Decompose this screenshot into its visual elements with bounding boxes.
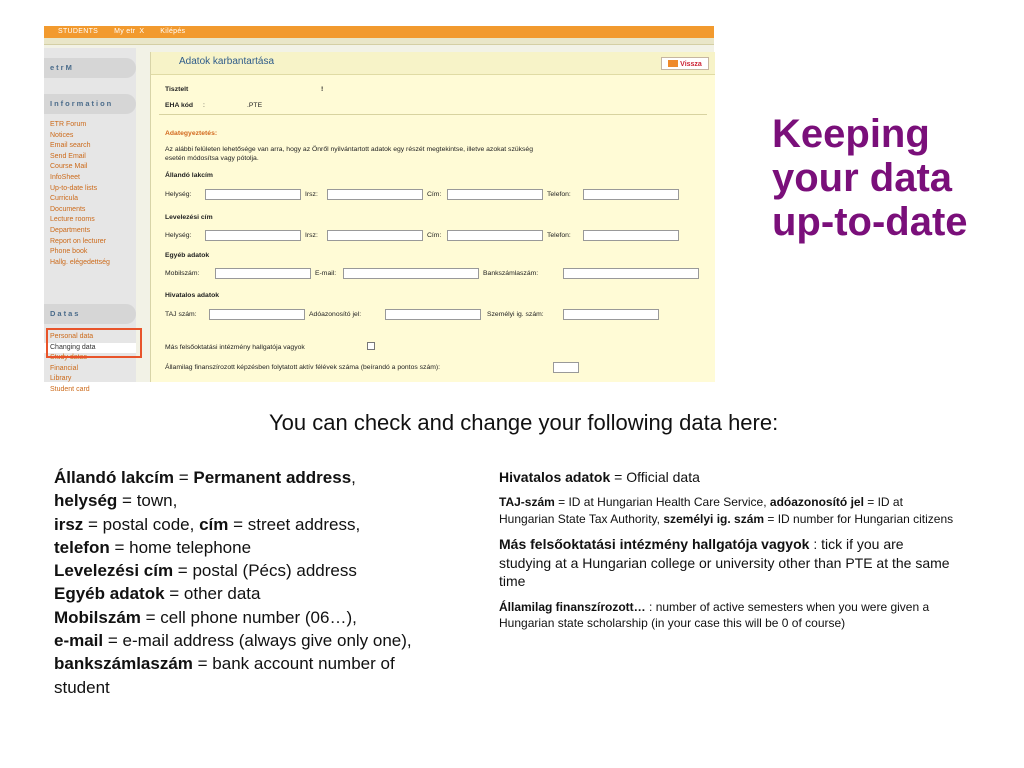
term: személyi ig. szám xyxy=(663,511,765,526)
sidebar-link[interactable]: Email search xyxy=(50,142,91,150)
close-icon[interactable]: X xyxy=(139,28,145,35)
sidebar-header-information: Information xyxy=(44,94,136,114)
term: irsz xyxy=(54,514,84,534)
meaning: = ID at Hungarian State Tax Authority, xyxy=(499,495,903,526)
sidebar-link[interactable]: Up-to-date lists xyxy=(50,184,98,192)
meaning: postal (Pécs) address xyxy=(192,561,357,581)
meaning: town, xyxy=(136,491,178,511)
glossary-line xyxy=(54,606,444,629)
meaning: Permanent address xyxy=(193,468,352,487)
id-card-label: Személyi ig. szám: xyxy=(487,311,544,318)
irsz-label: Irsz: xyxy=(305,191,318,198)
term: telefon xyxy=(54,537,110,557)
taj-input[interactable] xyxy=(209,309,305,320)
meaning: other data xyxy=(183,584,261,604)
top-menu-bar xyxy=(44,26,714,38)
other-institution-entry xyxy=(499,535,959,591)
information-links xyxy=(50,120,136,268)
meaning: = ID at Hungarian Health Care Service, xyxy=(554,495,770,509)
glossary-line xyxy=(54,513,444,536)
separator: = xyxy=(83,514,103,534)
sidebar-link[interactable]: Library xyxy=(50,375,72,383)
meaning: e-mail address (always give only one), xyxy=(122,631,412,651)
postal-street-input[interactable] xyxy=(447,230,543,241)
email-label: E-mail: xyxy=(315,270,337,277)
tax-id-label: Adóazonosító jel: xyxy=(309,311,362,318)
etr-screenshot xyxy=(44,26,714,393)
permanent-irsz-input[interactable] xyxy=(327,189,423,200)
postal-address-heading: Levelezési cím xyxy=(165,214,213,221)
sidebar-link[interactable]: Departments xyxy=(50,226,91,234)
bank-label: Bankszámlaszám: xyxy=(483,270,539,277)
meaning: street address, xyxy=(247,514,361,534)
postal-phone-input[interactable] xyxy=(583,230,679,241)
permanent-address-heading: Állandó lakcím xyxy=(165,172,213,179)
other-institution-label: Más felsőoktatási intézmény hallgatója vagyok xyxy=(165,344,305,351)
bank-account-input[interactable] xyxy=(563,268,699,279)
data-maintenance-panel xyxy=(150,52,715,382)
sidebar-link[interactable]: Course Mail xyxy=(50,163,88,171)
intro-line-1: Az alábbi felületen lehetősége van arra, hogy az Önről nyilvántartott adatok egy részét megtekintse, illetve azokat szükség xyxy=(165,146,533,153)
intro-line-2: esetén módosítsa vagy pótolja. xyxy=(165,155,259,162)
separator: = xyxy=(117,491,137,511)
meaning: cell phone number (06…), xyxy=(160,607,357,627)
glossary-line xyxy=(54,582,444,605)
town-label: Helység: xyxy=(165,232,192,239)
divider xyxy=(159,114,707,115)
glossary-line xyxy=(54,629,444,652)
meaning: home telephone xyxy=(129,537,252,557)
term: Államilag finanszírozott… xyxy=(499,599,646,614)
eha-value: .PTE xyxy=(247,102,263,109)
eha-colon: : xyxy=(203,102,205,109)
term: TAJ-szám xyxy=(499,495,555,509)
sidebar-link[interactable]: Report on lecturer xyxy=(50,237,107,245)
official-data-entry xyxy=(499,468,959,486)
eha-label: EHA kód xyxy=(165,102,194,109)
official-data-heading: Hivatalos adatok xyxy=(165,292,220,299)
glossary-line xyxy=(54,466,444,489)
slide-title: Keeping your data up-to-date xyxy=(772,112,968,244)
back-button[interactable] xyxy=(661,57,709,70)
sidebar-link[interactable]: Phone book xyxy=(50,248,88,256)
postal-irsz-input[interactable] xyxy=(327,230,423,241)
state-semesters-input[interactable] xyxy=(553,362,579,373)
section-label: Adategyeztetés: xyxy=(165,130,218,137)
sidebar-header-etrm: etrM xyxy=(44,58,136,78)
greeting-label: Tisztelt xyxy=(165,86,189,93)
glossary-line xyxy=(54,489,444,512)
phone-label: Telefon: xyxy=(547,191,571,198)
meaning: : number of active semesters when you were given a Hungarian state scholarship (in your case this will be 0 of course) xyxy=(499,599,930,630)
glossary-right xyxy=(499,468,959,632)
tax-id-input[interactable] xyxy=(385,309,481,320)
meaning: : tick if you are studying at a Hungarian college or university other than PTE at the same time xyxy=(499,536,950,589)
state-semesters-label: Államilag finanszírozott képzésben folytatott aktív félévek száma (beírandó a pontos szám): xyxy=(165,364,441,371)
panel-title: Adatok karbantartása xyxy=(179,56,275,67)
mobile-label: Mobilszám: xyxy=(165,270,200,277)
separator: = xyxy=(173,561,193,581)
sidebar-link[interactable]: Lecture rooms xyxy=(50,216,95,224)
sidebar-link[interactable]: Study datas xyxy=(50,354,87,362)
meaning: bank account number of student xyxy=(54,654,395,697)
term: e-mail xyxy=(54,631,104,651)
mobile-input[interactable] xyxy=(215,268,311,279)
top-strip xyxy=(44,38,714,45)
other-data-heading: Egyéb adatok xyxy=(165,252,210,259)
sidebar-link[interactable]: Personal data xyxy=(50,333,94,340)
highlight-box xyxy=(46,328,142,358)
phone-label: Telefon: xyxy=(547,232,571,239)
punct: , xyxy=(351,468,356,487)
term: Más felsőoktatási intézmény hallgatója vagyok xyxy=(499,536,810,552)
slide-caption: You can check and change your following data here: xyxy=(269,410,779,435)
separator: = xyxy=(192,654,213,674)
term: bankszámlaszám xyxy=(54,654,193,674)
meaning: = Official data xyxy=(610,469,700,485)
sidebar-header-datas: Datas xyxy=(44,304,136,324)
term: Állandó lakcím xyxy=(54,468,174,487)
sidebar-link[interactable]: Student card xyxy=(50,385,90,393)
separator: = xyxy=(164,584,184,604)
sidebar-link-selected[interactable]: Changing data xyxy=(44,343,136,354)
term: Levelezési cím xyxy=(54,561,174,581)
separator: = xyxy=(109,537,130,557)
term: Hivatalos adatok xyxy=(499,469,611,485)
separator: = xyxy=(173,468,194,487)
meaning: postal code, xyxy=(102,514,200,534)
glossary-left xyxy=(54,466,444,699)
id-card-input[interactable] xyxy=(563,309,659,320)
sidebar-link[interactable]: Hallg. elégedettség xyxy=(50,258,110,266)
street-label: Cím: xyxy=(427,232,442,239)
glossary-line xyxy=(54,536,444,559)
id-numbers-entry xyxy=(499,494,959,527)
sidebar xyxy=(44,48,136,393)
term: Mobilszám xyxy=(54,607,141,627)
street-label: Cím: xyxy=(427,191,442,198)
irsz-label: Irsz: xyxy=(305,232,318,239)
sidebar-link[interactable]: InfoSheet xyxy=(50,173,80,181)
sidebar-link[interactable]: Curricula xyxy=(50,195,79,203)
sidebar-link[interactable]: Send Email xyxy=(50,152,86,160)
sidebar-link[interactable]: Notices xyxy=(50,131,74,139)
menu-my-etr[interactable]: My etr xyxy=(114,28,136,35)
back-button-label: Vissza xyxy=(680,61,702,68)
permanent-street-input[interactable] xyxy=(447,189,543,200)
meaning: = ID number for Hungarian citizens xyxy=(764,511,954,526)
glossary-line xyxy=(54,559,444,582)
state-funded-entry xyxy=(499,599,959,632)
sidebar-link[interactable]: ETR Forum xyxy=(50,121,87,128)
term: Egyéb adatok xyxy=(54,584,165,604)
permanent-phone-input[interactable] xyxy=(583,189,679,200)
menu-students[interactable]: STUDENTS xyxy=(58,28,99,35)
town-label: Helység: xyxy=(165,191,192,198)
separator: = xyxy=(103,631,123,651)
postal-town-input[interactable] xyxy=(205,230,301,241)
separator: = xyxy=(140,607,161,627)
term: cím xyxy=(199,514,229,534)
separator: = xyxy=(228,514,248,534)
email-input[interactable] xyxy=(343,268,479,279)
taj-label: TAJ szám: xyxy=(165,311,197,318)
greeting-end: ! xyxy=(321,86,324,93)
permanent-town-input[interactable] xyxy=(205,189,301,200)
glossary-line xyxy=(54,652,444,699)
term: helység xyxy=(54,491,118,511)
term: adóazonosító jel xyxy=(769,495,864,509)
back-arrow-icon xyxy=(668,60,678,67)
sidebar-link[interactable]: Financial xyxy=(50,364,79,372)
other-institution-checkbox[interactable] xyxy=(367,342,375,350)
menu-logout[interactable]: Kilépés xyxy=(160,28,186,35)
sidebar-link[interactable]: Documents xyxy=(50,205,86,213)
